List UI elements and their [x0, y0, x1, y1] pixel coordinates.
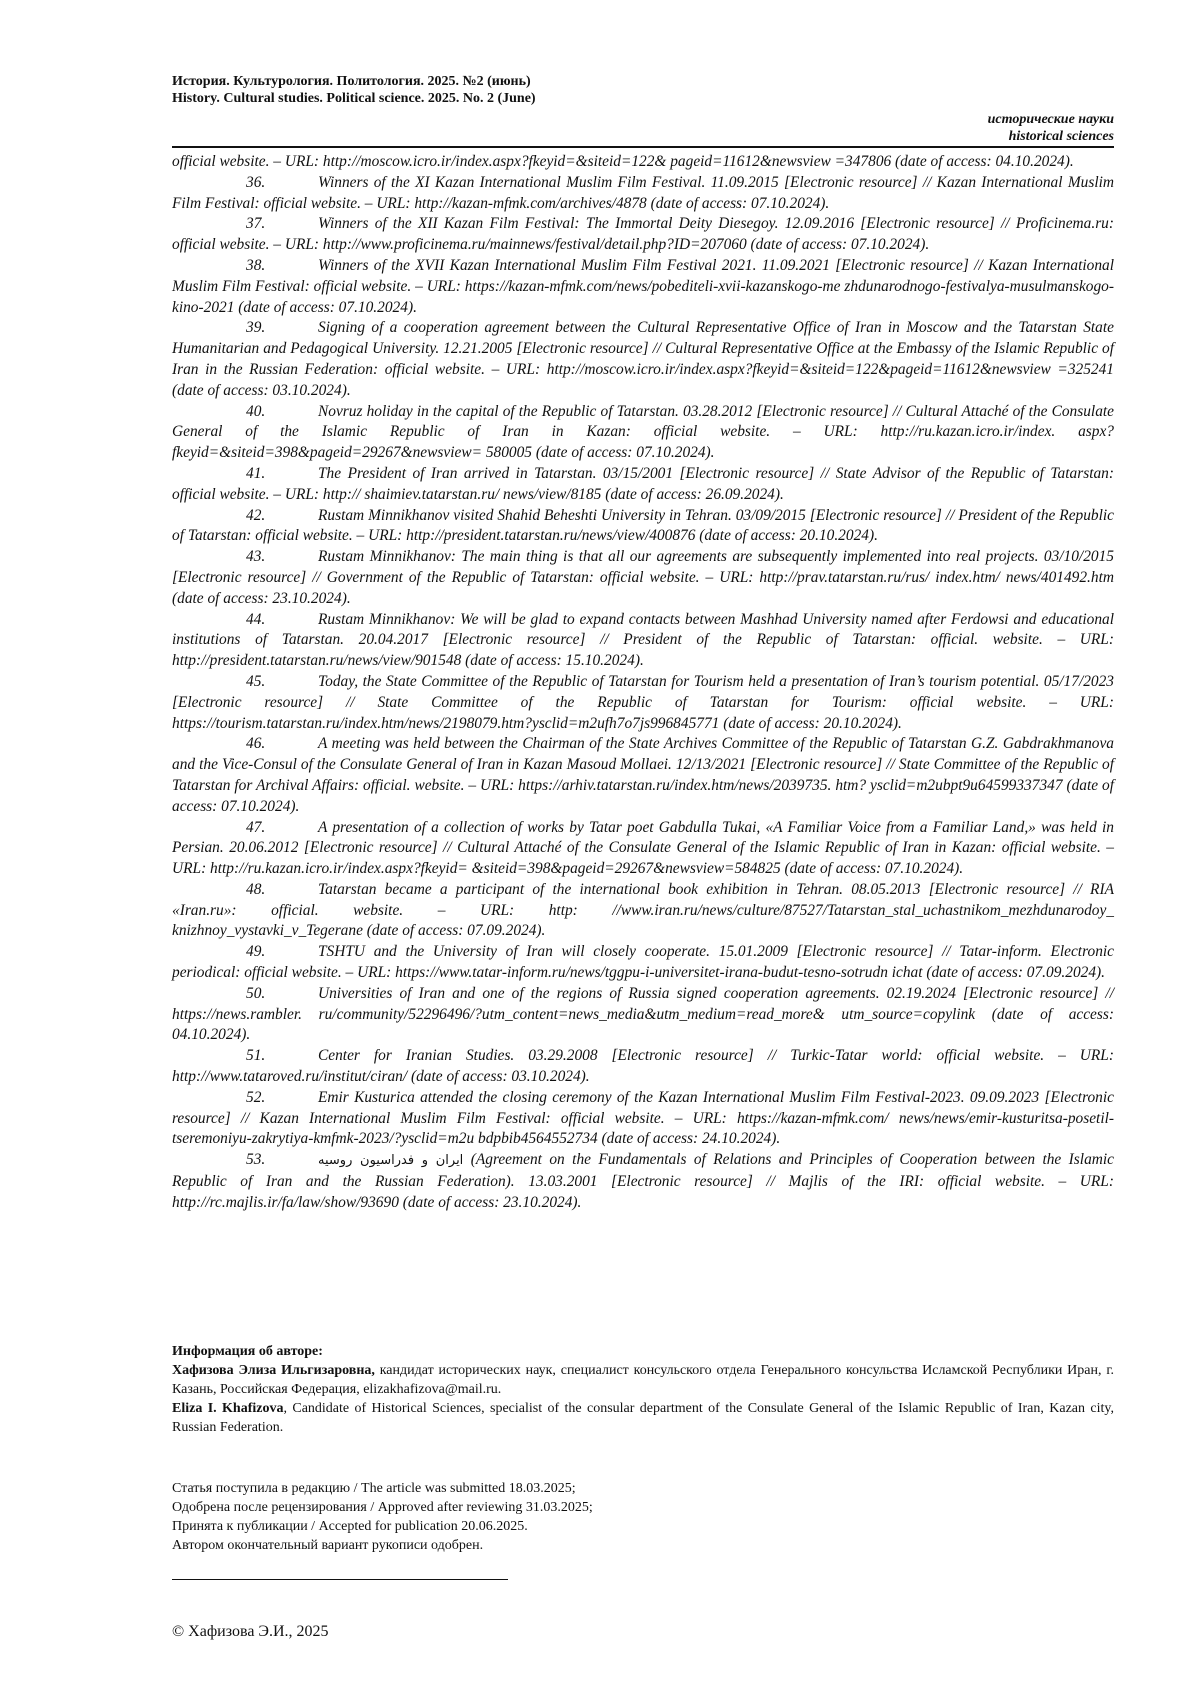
reference-list: [172, 152, 1114, 1214]
reference-item: [172, 256, 1114, 318]
journal-header: [172, 73, 1032, 107]
reference-number: 50.: [246, 984, 266, 1002]
reference-item: [172, 1046, 1114, 1088]
reference-number: 48.: [246, 880, 266, 898]
footer-divider: [172, 1579, 508, 1580]
header-divider: [172, 146, 1114, 148]
reference-number: 40.: [246, 402, 266, 420]
reference-number: 41.: [246, 464, 266, 482]
reference-text: The President of Iran arrived in Tatarstan. 03/15/2001 [Electronic resource] // State Advisor of the Republic of Tatarstan: official website. – URL: http:// shaimiev.tatarstan.ru/ news/view/8185 (date of access: 26.09.2024).: [172, 464, 1114, 503]
date-submitted: Статья поступила в редакцию / The article was submitted 18.03.2025;: [172, 1481, 576, 1496]
journal-title-en: History. Cultural studies. Political science. 2025. No. 2 (June): [172, 91, 536, 106]
author-desc-en: , Candidate of Historical Sciences, specialist of the consular department of the Consulate General of the Islamic Republic of Iran, Kazan city, Russian Federation.: [172, 1401, 1114, 1435]
reference-item: [172, 214, 1114, 256]
reference-item: [172, 984, 1114, 1046]
reference-number: 53.: [246, 1151, 266, 1169]
reference-text: Rustam Minnikhanov: The main thing is that all our agreements are subsequently implemented into real projects. 03/10/2015 [Electronic resource] // Government of the Republic of Tatarstan: official website. – URL: http://prav.tatarstan.ru/rus/ index.htm/ news/401492.htm (date of access: 23.10.2024).: [172, 548, 1114, 607]
reference-farsi-title: ایران و فدراسیون روسیه: [318, 1153, 464, 1169]
reference-text: Winners of the XVII Kazan International Muslim Film Festival 2021. 11.09.2021 [Electronic resource] // Kazan International Muslim Film Festival: official website. – URL: https://kazan-mfmk.com/news/pobediteli-xvii-kazanskogo-me zhdunarodnogo-festivalya-musulmanskogo-kino-2021 (date of access: 07.10.2024).: [172, 256, 1114, 316]
reference-item: [172, 1150, 1114, 1213]
reference-text: Tatarstan became a participant of the international book exhibition in Tehran. 08.05.2013 [Electronic resource] // RIA «Iran.ru»: official. website. – URL: http: //www.iran.ru/news/culture/87527/Tatarstan_stal_uchastnikom_mezhdunarodoy_ knizhnoy_vystavki_v_Tegerane (date of access: 07.09.2024).: [172, 880, 1114, 940]
reference-number: 38.: [246, 256, 266, 274]
journal-title-ru: История. Культурология. Политология. 2025. №2 (июнь): [172, 74, 531, 89]
article-dates: [172, 1479, 872, 1555]
reference-text: (Agreement on the Fundamentals of Relations and Principles of Cooperation between the Islamic Republic of Iran and the Russian Federation). 13.03.2001 [Electronic resource] // Majlis of the IRI: official website. – URL: http://rc.majlis.ir/fa/law/show/93690 (date of access: 23.10.2024).: [172, 1151, 1114, 1211]
reference-item: [172, 547, 1114, 609]
reference-item: [172, 1088, 1114, 1150]
section-label-ru: исторические науки: [987, 112, 1114, 127]
reference-continued: official website. – URL: http://moscow.icro.ir/index.aspx?fkeyid=&siteid=122& pageid=11612&newsview =347806 (date of access: 04.10.2024).: [172, 153, 1074, 170]
reference-number: 47.: [246, 818, 266, 836]
author-name-ru: Хафизова Элиза Ильгизаровна,: [172, 1363, 375, 1378]
author-info-ru: [172, 1361, 1114, 1399]
reference-number: 43.: [246, 548, 266, 566]
reference-item: [172, 464, 1114, 506]
date-accepted: Принята к публикации / Accepted for publication 20.06.2025.: [172, 1519, 528, 1534]
reference-item: [172, 734, 1114, 817]
reference-text: Signing of a cooperation agreement between the Cultural Representative Office of Iran in Moscow and the Tatarstan State Humanitarian and Pedagogical University. 12.21.2005 [Electronic resource] // Cultural Representative Office at the Embassy of the Islamic Republic of Iran in the Russian Federation: official website. – URL: http://moscow.icro.ir/index.aspx?fkeyid=&siteid=122&pageid=11612&newsview =325241 (date of access: 03.10.2024).: [172, 319, 1114, 399]
author-info-heading: Информация об авторе:: [172, 1344, 323, 1359]
reference-item: [172, 942, 1114, 984]
manuscript-approval-note: Автором окончательный вариант рукописи одобрен.: [172, 1538, 484, 1553]
reference-text: Novruz holiday in the capital of the Republic of Tatarstan. 03.28.2012 [Electronic resource] // Cultural Attaché of the Consulate General of the Islamic Republic of Iran in Kazan: official website. – URL: http://ru.kazan.icro.ir/index. aspx?fkeyid=&siteid=398&pageid=29267&newsview= 580005 (date of access: 07.10.2024).: [172, 402, 1114, 462]
reference-item: [172, 506, 1114, 548]
reference-number: 49.: [246, 943, 266, 961]
date-approved: Одобрена после рецензирования / Approved after reviewing 31.03.2025;: [172, 1500, 593, 1515]
reference-items: [172, 173, 1114, 1150]
reference-text: Winners of the XII Kazan Film Festival: The Immortal Deity Diesegoy. 12.09.2016 [Electronic resource] // Proficinema.ru: official website. – URL: http://www.proficinema.ru/mainnews/festival/detail.php?ID=207060 (date of access: 07.10.2024).: [172, 215, 1114, 254]
reference-number: 51.: [246, 1047, 266, 1065]
reference-number: 44.: [246, 610, 266, 628]
reference-text: Today, the State Committee of the Republic of Tatarstan for Tourism held a presentation of Iran’s tourism potential. 05/17/2023 [Electronic resource] // State Committee of the Republic of Tatarstan for Tourism: official website. – URL: https://tourism.tatarstan.ru/index.htm/news/2198079.htm?ysclid=m2ufh7o7js996845771 (date of access: 20.10.2024).: [172, 672, 1114, 732]
reference-number: 42.: [246, 506, 266, 524]
reference-number: 45.: [246, 672, 266, 690]
reference-text: A meeting was held between the Chairman of the State Archives Committee of the Republic of Tatarstan G.Z. Gabdrakhmanova and the Vice-Consul of the Consulate General of Iran in Kazan Masoud Mollaei. 12/13/2021 [Electronic resource] // State Committee of the Republic of Tatarstan for Archival Affairs: official. website. – URL: https://arhiv.tatarstan.ru/index.htm/news/2039735. htm? ysclid=m2ubpt9u64599337347 (date of access: 07.10.2024).: [172, 735, 1114, 815]
reference-item: [172, 610, 1114, 672]
section-label-en: historical sciences: [1008, 129, 1114, 144]
reference-item: [172, 672, 1114, 734]
reference-text: TSHTU and the University of Iran will closely cooperate. 15.01.2009 [Electronic resource] // Tatar-inform. Electronic periodical: official website. – URL: https://www.tatar-inform.ru/news/tggpu-i-universitet-irana-budut-tesno-sotrudn ichat (date of access: 07.09.2024).: [172, 943, 1114, 982]
reference-number: 46.: [246, 735, 266, 753]
reference-item: [172, 880, 1114, 942]
author-info: [172, 1342, 1114, 1437]
copyright: © Хафизова Э.И., 2025: [172, 1623, 329, 1640]
reference-text: Emir Kusturica attended the closing ceremony of the Kazan International Muslim Film Festival-2023. 09.09.2023 [Electronic resource] // Kazan International Muslim Film Festival: official website. – URL: https://kazan-mfmk.com/ news/news/emir-kusturitsa-posetil-tseremoniyu-zakrytiya-kmfmk-2023/?ysclid=m2u bdpbib4564552734 (date of access: 24.10.2024).: [172, 1088, 1114, 1148]
reference-item: [172, 818, 1114, 880]
author-name-en: Eliza I. Khafizova: [172, 1401, 284, 1416]
reference-number: 39.: [246, 319, 266, 337]
reference-text: A presentation of a collection of works by Tatar poet Gabdulla Tukai, «A Familiar Voice from a Familiar Land,» was held in Persian. 20.06.2012 [Electronic resource] // Cultural Attaché of the Consulate General of the Islamic Republic of Iran in Kazan: official website. – URL: http://ru.kazan.icro.ir/index.aspx?fkeyid= &siteid=398&pageid=29267&newsview=584825 (date of access: 07.10.2024).: [172, 818, 1114, 878]
reference-text: Winners of the XI Kazan International Muslim Film Festival. 11.09.2015 [Electronic resource] // Kazan International Muslim Film Festival: official website. – URL: http://kazan-mfmk.com/archives/4878 (date of access: 07.10.2024).: [172, 173, 1114, 212]
reference-text: Rustam Minnikhanov visited Shahid Beheshti University in Tehran. 03/09/2015 [Electronic resource] // President of the Republic of Tatarstan: official website. – URL: http://president.tatarstan.ru/news/view/400876 (date of access: 20.10.2024).: [172, 506, 1114, 545]
reference-text: Universities of Iran and one of the regions of Russia signed cooperation agreements. 02.19.2024 [Electronic resource] // https://news.rambler. ru/community/52296496/?utm_content=news_media&utm_medium=read_more& utm_source=copylink (date of access: 04.10.2024).: [172, 984, 1114, 1044]
reference-number: 37.: [246, 215, 266, 233]
reference-text: Center for Iranian Studies. 03.29.2008 [Electronic resource] // Turkic-Tatar world: official website. – URL: http://www.tataroved.ru/institut/ciran/ (date of access: 03.10.2024).: [172, 1047, 1114, 1086]
section-label: [660, 111, 1114, 145]
reference-item: [172, 402, 1114, 464]
reference-item: [172, 173, 1114, 215]
reference-text: Rustam Minnikhanov: We will be glad to expand contacts between Mashhad University named after Ferdowsi and educational institutions of Tatarstan. 20.04.2017 [Electronic resource] // President of the Republic of Tatarstan: official. website. – URL: http://president.tatarstan.ru/news/view/901548 (date of access: 15.10.2024).: [172, 610, 1114, 670]
reference-number: 36.: [246, 173, 266, 191]
reference-item: [172, 318, 1114, 401]
reference-number: 52.: [246, 1088, 266, 1106]
author-desc-ru: кандидат исторических наук, специалист консульского отдела Генерального консульства Исламской Республики Иран, г. Казань, Российская Федерация, elizakhafizova@mail.ru.: [172, 1363, 1114, 1397]
author-info-en: [172, 1399, 1114, 1437]
